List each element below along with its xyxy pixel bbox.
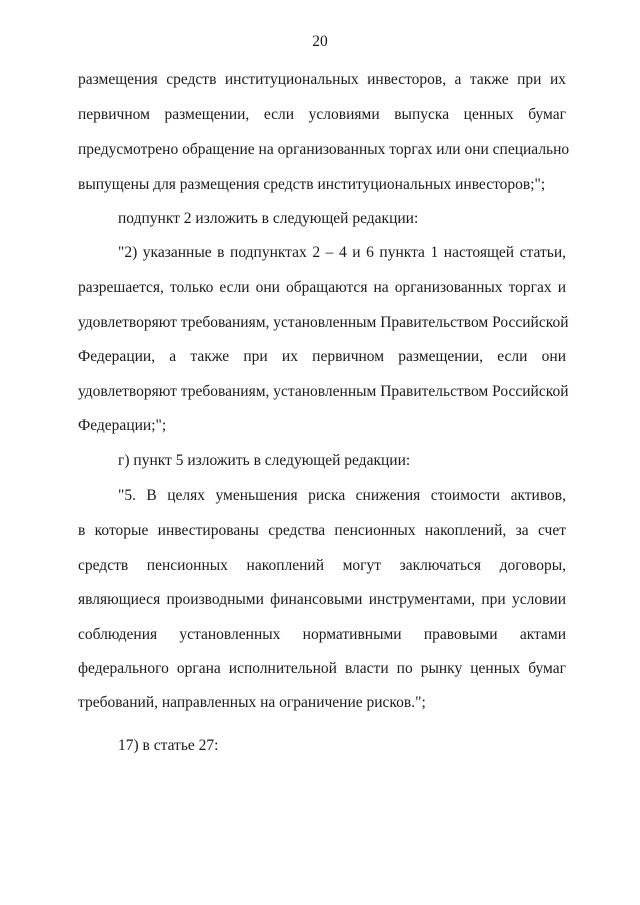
- text-line: размещения средств институциональных инвесторов, а также при их: [78, 71, 566, 88]
- text-line: выпущены для размещения средств институциональных инвесторов;";: [78, 176, 546, 193]
- text-line: предусмотрено обращение на организованных торгах или они специально: [78, 141, 570, 158]
- text-line: являющиеся производными финансовыми инструментами, при условии: [78, 591, 566, 608]
- text-line: Федерации, а также при их первичном размещении, если они: [78, 348, 566, 365]
- text-line: "5. В целях уменьшения риска снижения стоимости активов,: [118, 487, 566, 504]
- page-number: 20: [312, 33, 328, 50]
- text-line: Федерации;";: [78, 417, 167, 434]
- text-line: разрешается, только если они обращаются на организованных торгах и: [78, 279, 566, 296]
- text-line: подпункт 2 изложить в следующей редакции:: [118, 210, 419, 227]
- text-line: в которые инвестированы средства пенсионных накоплений, за счет: [78, 522, 566, 539]
- text-line: удовлетворяют требованиям, установленным Правительством Российской: [78, 383, 569, 400]
- text-line: соблюдения установленных нормативными правовыми актами: [78, 626, 566, 643]
- text-line: г) пункт 5 изложить в следующей редакции:: [118, 452, 411, 469]
- text-line: удовлетворяют требованиям, установленным Правительством Российской: [78, 314, 569, 331]
- text-line: федерального органа исполнительной власти по рынку ценных бумаг: [78, 660, 566, 677]
- text-line: "2) указанные в подпунктах 2 – 4 и 6 пункта 1 настоящей статьи,: [118, 244, 566, 261]
- text-line: 17) в статье 27:: [118, 737, 219, 754]
- text-line: требований, направленных на ограничение рисков.";: [78, 694, 426, 711]
- text-line: первичном размещении, если условиями выпуска ценных бумаг: [78, 106, 566, 123]
- text-line: средств пенсионных накоплений могут заключаться договоры,: [78, 557, 566, 574]
